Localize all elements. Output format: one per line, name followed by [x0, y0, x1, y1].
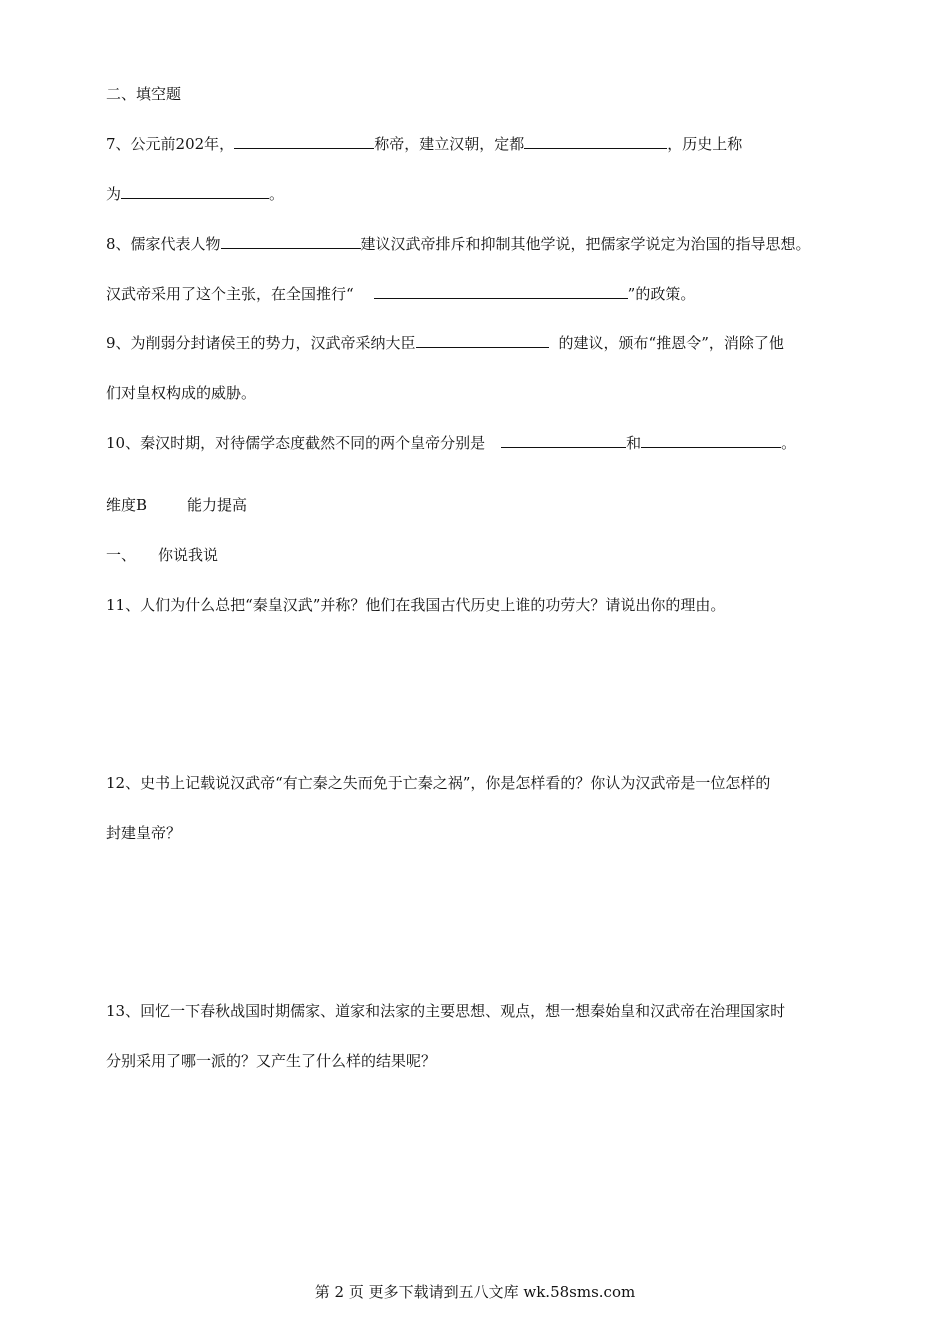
- q8-text-a: 8、儒家代表人物: [106, 235, 221, 253]
- q10-blank-1[interactable]: [501, 433, 626, 448]
- dimension-title: 能力提高: [187, 496, 248, 514]
- q8-text-b: 建议汉武帝排斥和抑制其他学说，把儒家学说定为治国的指导思想。: [360, 235, 811, 253]
- dimension-b-heading: [106, 495, 247, 515]
- question-13-line-1: 13、回忆一下春秋战国时期儒家、道家和法家的主要思想、观点，想一想秦始皇和汉武帝在治理国家时: [106, 1002, 786, 1020]
- part-1-heading: [106, 545, 218, 565]
- question-12-line-1: 12、史书上记载说汉武帝“有亡秦之失而免于亡秦之祸”，你是怎样看的？你认为汉武帝是一位怎样的: [106, 774, 771, 792]
- part-number: 一、: [106, 546, 137, 564]
- part-title: 你说我说: [158, 546, 219, 564]
- page-footer: 第 2 页 更多下载请到五八文库 wk.58sms.com: [314, 1283, 636, 1301]
- q10-text-c: 。: [781, 434, 797, 452]
- q7-blank-2[interactable]: [524, 134, 667, 149]
- q7-text-b: 称帝，建立汉朝，定都: [374, 135, 525, 153]
- q7-text-d: 为: [106, 185, 122, 203]
- question-8-line-2: [106, 284, 695, 304]
- q8-text-d: ”的政策。: [627, 285, 696, 303]
- q8-blank-2[interactable]: [374, 284, 628, 299]
- q10-blank-2[interactable]: [641, 433, 781, 448]
- question-10: [106, 433, 796, 453]
- q7-text-c: ，历史上称: [667, 135, 743, 153]
- q7-blank-3[interactable]: [121, 184, 269, 199]
- q8-text-c: 汉武帝采用了这个主张，在全国推行“: [106, 285, 354, 303]
- q7-text-a: 7、公元前202年，: [106, 135, 235, 153]
- q7-text-e: 。: [269, 185, 285, 203]
- section-title: 二、填空题: [106, 85, 182, 103]
- q9-text-a: 9、为削弱分封诸侯王的势力，汉武帝采纳大臣: [106, 334, 416, 352]
- q7-blank-1[interactable]: [234, 134, 374, 149]
- question-13-line-2: 分别采用了哪一派的？又产生了什么样的结果呢？: [106, 1052, 437, 1070]
- q10-text-a: 10、秦汉时期，对待儒学态度截然不同的两个皇帝分别是: [106, 434, 486, 452]
- question-7-line-2: [106, 184, 284, 204]
- question-11: 11、人们为什么总把“秦皇汉武”并称？他们在我国古代历史上谁的功劳大？请说出你的理由。: [106, 596, 726, 614]
- question-9-line-1: [106, 333, 784, 353]
- dimension-label: 维度B: [106, 496, 148, 514]
- question-8-line-1: [106, 234, 811, 254]
- question-7-line-1: [106, 134, 742, 154]
- q9-text-c: 们对皇权构成的威胁。: [106, 384, 257, 402]
- q9-blank-1[interactable]: [416, 333, 549, 348]
- question-12-line-2: 封建皇帝？: [106, 824, 182, 842]
- q10-text-b: 和: [626, 434, 642, 452]
- q8-blank-1[interactable]: [221, 234, 361, 249]
- question-9-line-2: [106, 383, 256, 403]
- q9-text-b: 的建议，颁布“推恩令”，消除了他: [558, 334, 784, 352]
